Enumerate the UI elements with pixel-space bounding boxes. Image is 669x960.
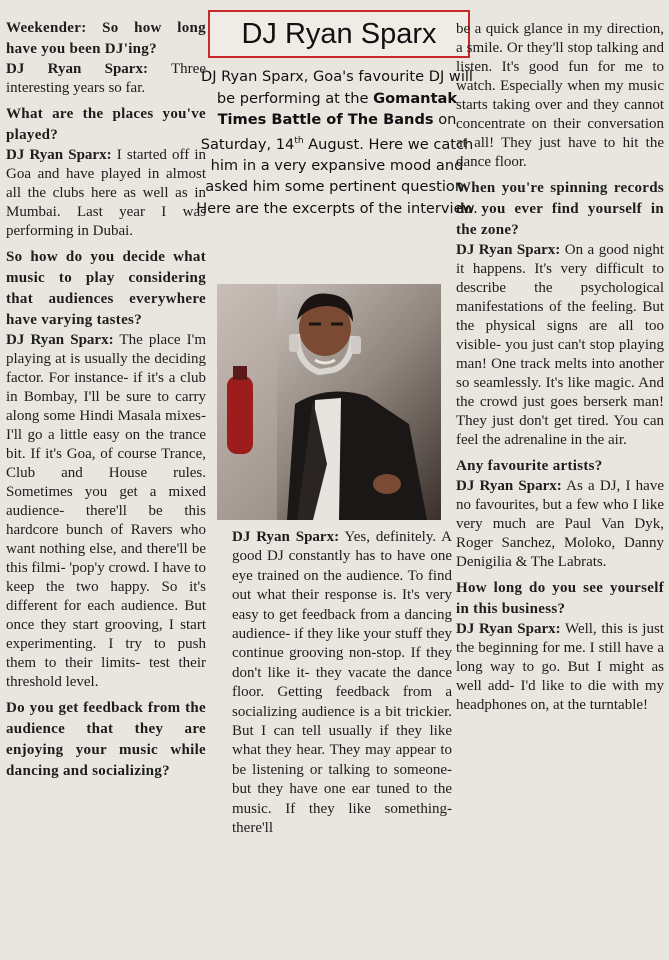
- answer-4-part-1: DJ Ryan Sparx: Yes, definitely. A good DJ constantly has to have one eye trained on the audience. To find out what their response is. It's very easy to get feedback from a dancing audience- if they like your stuff they continue grooving non-stop. If they don't like it- they vacate the dance floor. Getting feedback from a socializing audience is a bit trickier. But I can tell usually if they like what they hear. They may appear to be listening or talking to someone- but they have one ear tuned to the music. If they like something- there'll: [232, 529, 452, 837]
- speaker-label: DJ Ryan Sparx:: [456, 242, 561, 258]
- speaker-label: DJ Ryan Sparx:: [232, 529, 340, 545]
- speaker-label: DJ Ryan Sparx:: [6, 147, 112, 163]
- intro-paragraph: DJ Ryan Sparx, Goa's favourite DJ will be performing at the Gomantak Times Battle of The Bands on Saturday, 14th August. Here we catch him in a very expansive mood and asked him some pertinent question. Here are the excerpts of the interview.: [196, 68, 478, 217]
- answer-4-part-2: be a quick glance in my direction, a smile. Or they'll stop talking and listen. It's good fun for me to watch. Especially when my music starts taking over and they cannot concentrate on their conversation at all! They just have to hit the dance floor.: [456, 21, 664, 170]
- article-column-left: [6, 0, 206, 782]
- answer-5: DJ Ryan Sparx: On a good night it happens. It's very difficult to describe the psychological manifestations of the feeling. But the physical signs are all too visible- you just can't stop playing man! One track melts into another so seamlessly. It's like magic. And the crowd just goes berserk man! They just don't get tired. You can feel the adrenaline in the air.: [456, 242, 664, 448]
- event-name: Gomantak Times Battle of The Bands: [217, 89, 458, 128]
- dj-photo: [217, 284, 441, 520]
- question-2: What are the places you've played?: [6, 106, 206, 143]
- answer-3: DJ Ryan Sparx: The place I'm playing at is usually the deciding factor. For instance- if it's a club in Bombay, I'll be sure to carry along some Hindi Masala mixes- I'll go a little easy on the trance bit. If it's Goa, of course Trance, Club and House rules. Sometimes you get a mixed audience- there'll be this hardcore bunch of Ravers who want nothing else, and there'll be this filmi- 'pop'y crowd. I have to keep the two happy. So it's different for each audience. But once they start grooving, I start experimenting. I try to push them to their limits- test their threshold level.: [6, 332, 206, 690]
- article-column-right: [456, 20, 664, 715]
- question-7: How long do you see yourself in this business?: [456, 580, 664, 617]
- question-6: Any favourite artists?: [456, 458, 603, 474]
- question-1: Weekender: So how long have you been DJ'ing?: [6, 20, 206, 57]
- question-3: So how do you decide what music to play considering that audiences everywhere have varying tastes?: [6, 249, 206, 328]
- answer-7: DJ Ryan Sparx: Well, this is just the beginning for me. I still have a long way to go. But I might as well add- I'd like to die with my headphones on, at the turntable!: [456, 621, 664, 713]
- headline: DJ Ryan Sparx: [241, 17, 437, 50]
- speaker-label: DJ Ryan Sparx:: [6, 332, 114, 348]
- article-column-middle: [232, 528, 452, 839]
- answer-2: DJ Ryan Sparx: I started off in Goa and have played in almost all the clubs here as well as in Mumbai. Last year I was performing in Dubai.: [6, 147, 206, 239]
- dj-portrait-illustration: [217, 284, 441, 520]
- headline-box: [208, 10, 470, 58]
- answer-1: DJ Ryan Sparx: Three interesting years so far.: [6, 61, 206, 96]
- speaker-label: DJ Ryan Sparx:: [6, 61, 148, 77]
- question-5: When you're spinning records do you ever find yourself in the zone?: [456, 180, 664, 238]
- answer-6: DJ Ryan Sparx: As a DJ, I have no favourites, but a few who I like very much are Paul Van Dyk, Roger Sanchez, Moloko, Danny Denigilia & The Labrats.: [456, 478, 664, 570]
- question-4: Do you get feedback from the audience that they are enjoying your music while dancing and socializing?: [6, 700, 206, 779]
- speaker-label: DJ Ryan Sparx:: [456, 621, 561, 637]
- speaker-label: DJ Ryan Sparx:: [456, 478, 562, 494]
